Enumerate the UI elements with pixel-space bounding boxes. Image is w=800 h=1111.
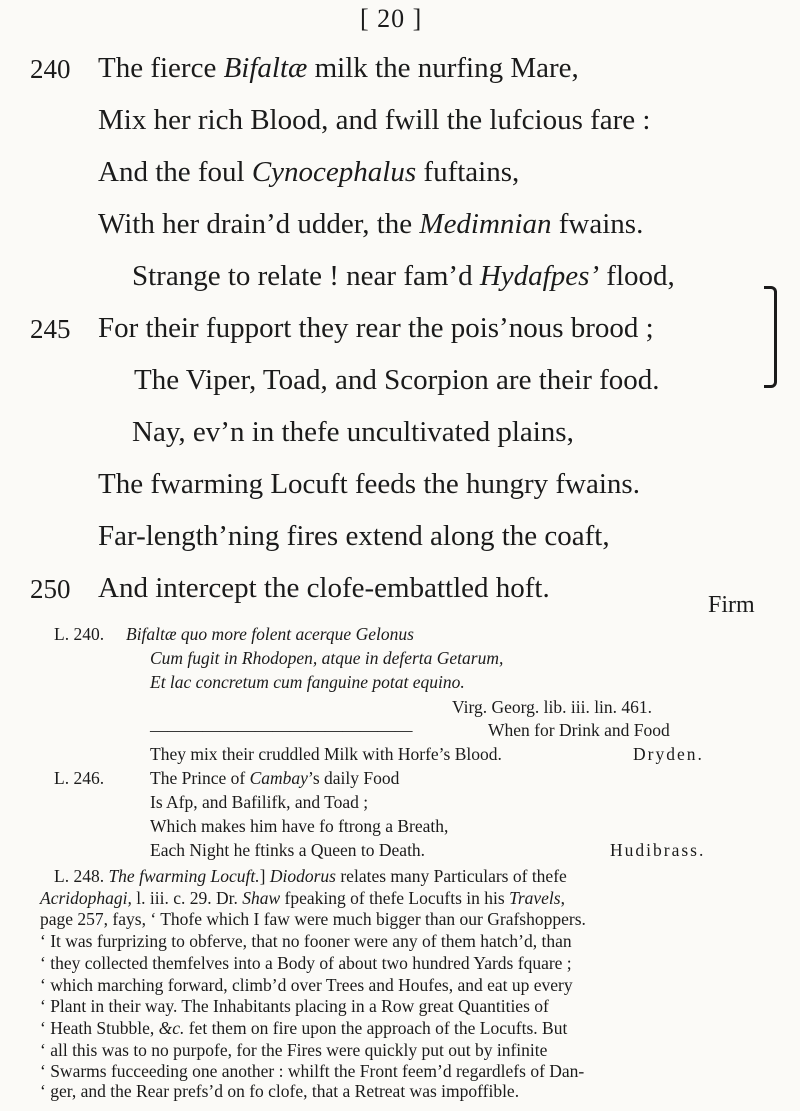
verse-line: The fierce Bifaltæ milk the nurfing Mare, [98,52,579,84]
note-para-line: ‘ Plant in their way. The Inhabitants placing in a Row great Quantities of [40,996,549,1017]
verse-line: For their fupport they rear the pois’nous brood ; [98,312,654,344]
verse-line: The Viper, Toad, and Scorpion are their food. [134,364,660,396]
note-ref-240: L. 240. [54,624,105,644]
triplet-brace [764,286,777,388]
line-number-250: 250 [30,574,71,604]
note-author: Dryden. [633,744,704,764]
note-ref-246: L. 246. [54,768,105,788]
note-para-line: L. 248. The fwarming Locuft.] Diodorus relates many Particulars of thefe [54,866,567,886]
note-para-line: ‘ It was furprizing to obferve, that no fooner were any of them hatch’d, than [40,931,572,952]
note-source: Virg. Georg. lib. iii. lin. 461. [452,697,653,717]
note-latin-line: Cum fugit in Rhodopen, atque in deferta Getarum, [150,648,504,668]
verse-line: And the foul Cynocephalus fuftains, [98,156,520,188]
catchword: Firm [708,592,755,618]
note-para-line: page 257, fays, ‘ Thofe which I faw were much bigger than our Grafshoppers. [40,909,586,930]
note-para-line: Acridophagi, l. iii. c. 29. Dr. Shaw fpeaking of thefe Locufts in his Travels, [40,887,565,908]
note-para-line: ‘ Heath Stubble, &c. fet them on fire upon the approach of the Locufts. But [40,1018,568,1039]
verse-line: The fwarming Locuft feeds the hungry fwains. [98,468,640,500]
note-verse-line: The Prince of Cambay’s daily Food [150,768,400,788]
note-para-line: ‘ ger, and the Rear prefs’d on fo clofe, that a Retreat was impoffible. [40,1081,520,1102]
note-para-line: ‘ all this was to no purpofe, for the Fires were quickly put out by infinite [40,1039,548,1060]
note-para-line: ‘ which marching forward, climb’d over Trees and Houfes, and eat up every [40,974,573,995]
verse-line: Far-length’ning fires extend along the coaft, [98,520,610,552]
note-author: Hudibrass. [610,840,706,860]
line-number-240: 240 [30,54,71,84]
note-para-line: ‘ Swarms fucceeding one another : whilft the Front feem’d regardlefs of Dan- [40,1061,585,1082]
page-number: [ 20 ] [360,4,423,33]
verse-line: Mix her rich Blood, and fwill the lufcious fare : [98,104,651,136]
note-translation-line: When for Drink and Food [488,720,670,740]
note-latin-line: Bifaltæ quo more folent acerque Gelonus [126,624,414,644]
note-para-line: ‘ they collected themfelves into a Body of about two hundred Yards fquare ; [40,952,572,973]
verse-line: Strange to relate ! near fam’d Hydafpes’ flood, [132,260,675,292]
note-verse-line: Is Afp, and Bafilifk, and Toad ; [150,792,369,812]
verse-line: With her drain’d udder, the Medimnian fwains. [98,208,644,240]
verse-line: Nay, ev’n in thefe uncultivated plains, [132,416,574,448]
note-dash: ——————————————— [150,720,413,740]
verse-line: And intercept the clofe-embattled hoft. [98,572,550,604]
line-number-245: 245 [30,314,71,344]
note-translation-line: They mix their cruddled Milk with Horfe’s Blood. [150,744,502,764]
note-latin-line: Et lac concretum cum fanguine potat equino. [150,672,465,692]
note-verse-line: Each Night he ftinks a Queen to Death. [150,840,426,860]
note-verse-line: Which makes him have fo ftrong a Breath, [150,816,449,836]
